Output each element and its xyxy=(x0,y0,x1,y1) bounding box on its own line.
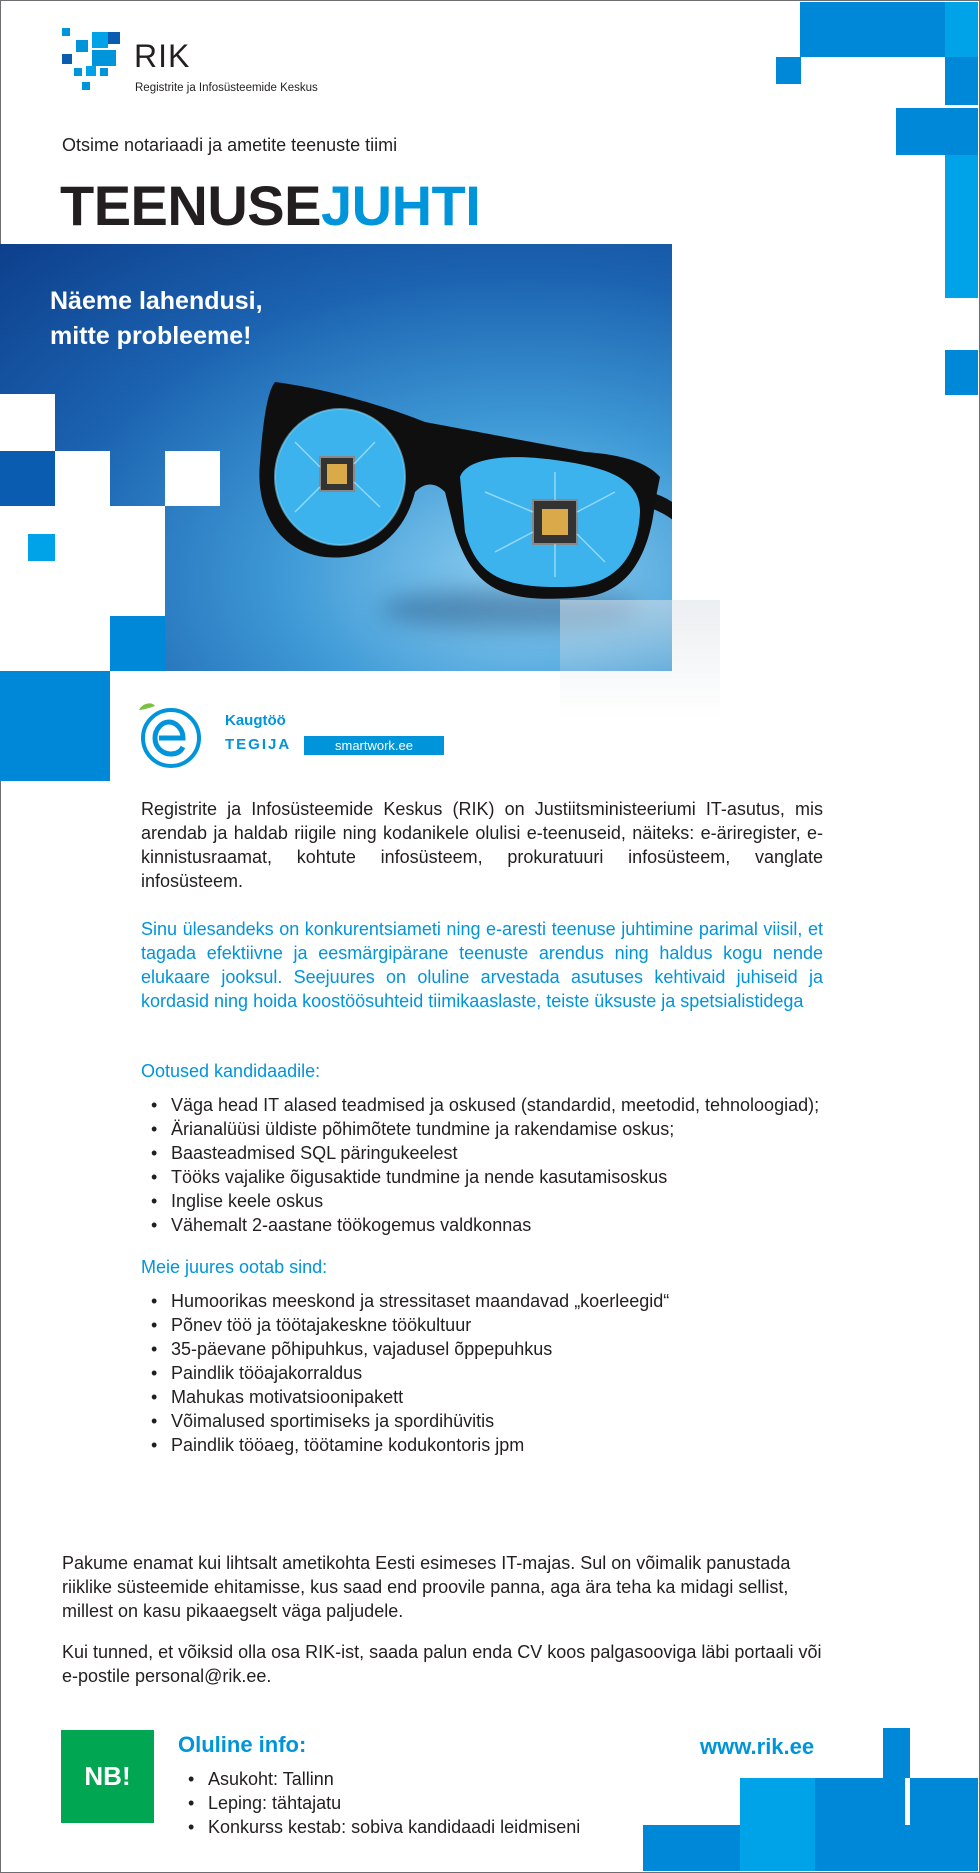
closing-paragraph-2: Kui tunned, et võiksid olla osa RIK-ist, saada palun enda CV koos palgasooviga läbi portaali või e-postile personal@rik.ee. xyxy=(62,1642,822,1686)
ekaugtoo-line-1: Kaugtöö xyxy=(225,712,286,729)
rik-logo-icon xyxy=(62,28,124,90)
glasses-icon xyxy=(255,382,672,622)
rik-logo[interactable] xyxy=(62,28,362,98)
ekaugtoo-line-2: TEGIJA xyxy=(225,736,292,753)
website-link[interactable]: www.rik.ee xyxy=(700,1734,815,1759)
hero-slogan xyxy=(50,284,263,354)
list-item: • Baasteadmised SQL päringukeelest xyxy=(141,1141,823,1165)
closing-paragraph-1: Pakume enamat kui lihtsalt ametikohta Eesti esimeses IT-majas. Sul on võimalik panustada riiklike süsteemide ehitamisse, kus saad end proovile panna, aga ära teha ka midagi sellist, millest on kasu pikaaegselt väga paljudele. xyxy=(62,1553,791,1621)
ekaugtoo-logo-icon xyxy=(133,700,203,770)
hero-line-1: Näeme lahendusi, xyxy=(50,287,263,315)
about-paragraph: Registrite ja Infosüsteemide Keskus (RIK) on Justiitsministeeriumi IT-asutus, mis arendab ja haldab riigile ning kodanikele olulisi e-teenuseid, näiteks: e-äriregister, e-kinnistusraamat, kohtute infosüsteem, prokuratuuri infosüsteem, vanglate infosüsteem. xyxy=(141,799,823,891)
list-item: • 35-päevane põhipuhkus, vajadusel õppepuhkus xyxy=(141,1337,823,1361)
list-item: • Inglise keele oskus xyxy=(141,1189,823,1213)
intro-text: Otsime notariaadi ja ametite teenuste tiimi xyxy=(62,135,398,155)
list-item: • Paindlik tööaeg, töötamine kodukontoris jpm xyxy=(141,1433,823,1457)
list-item: • Põnev töö ja töötajakeskne töökultuur xyxy=(141,1313,823,1337)
list-item: • Paindlik tööajakorraldus xyxy=(141,1361,823,1385)
page-title xyxy=(60,176,480,236)
offer-heading: Meie juures ootab sind: xyxy=(141,1257,328,1277)
list-item: • Humoorikas meeskond ja stressitaset maandavad „koerleegid“ xyxy=(141,1289,823,1313)
logo-name: RIK xyxy=(134,38,191,74)
title-part-2: JUHTI xyxy=(321,174,481,237)
task-paragraph: Sinu ülesandeks on konkurentsiameti ning e-aresti teenuse juhtimine parimal viisil, et tagada efektiivne ja eesmärgipärane teenuste arendus ning haldus kogu nende elukaare jooksul. Seejuures on oluline arvestada asutuses kehtivaid juhiseid ja kordasid ning hoida koostöösuhteid tiimikaaslaste, teiste üksuste ja spetsialistidega xyxy=(141,919,823,1011)
hero-line-2: mitte probleeme! xyxy=(50,322,252,350)
main-content xyxy=(141,797,823,1457)
info-title: Oluline info: xyxy=(178,1732,307,1757)
list-item: • Väga head IT alased teadmised ja oskused (standardid, meetodid, tehnoloogiad); xyxy=(141,1093,823,1117)
expectations-heading: Ootused kandidaadile: xyxy=(141,1061,321,1081)
logo-subtitle: Registrite ja Infosüsteemide Keskus xyxy=(135,82,318,94)
list-item: • Ärianalüüsi üldiste põhimõtete tundmine ja rakendamise oskus; xyxy=(141,1117,823,1141)
list-item: • Leping: tähtajatu xyxy=(178,1791,580,1815)
expectations-list xyxy=(141,1093,823,1237)
smartwork-link[interactable]: smartwork.ee xyxy=(304,736,444,755)
offer-list xyxy=(141,1289,823,1457)
list-item: • Mahukas motivatsioonipakett xyxy=(141,1385,823,1409)
list-item: • Tööks vajalike õigusaktide tundmine ja nende kasutamisoskus xyxy=(141,1165,823,1189)
list-item: • Võimalused sportimiseks ja spordihüvitis xyxy=(141,1409,823,1433)
ekaugtoo-badge xyxy=(133,700,463,770)
list-item: • Asukoht: Tallinn xyxy=(178,1767,580,1791)
title-part-1: TEENUSE xyxy=(60,174,321,237)
info-list xyxy=(178,1767,580,1839)
hero-reflection xyxy=(560,600,720,720)
nb-badge: NB! xyxy=(61,1730,154,1823)
list-item: • Konkurss kestab: sobiva kandidaadi leidmiseni xyxy=(178,1815,580,1839)
list-item: • Vähemalt 2-aastane töökogemus valdkonnas xyxy=(141,1213,823,1237)
